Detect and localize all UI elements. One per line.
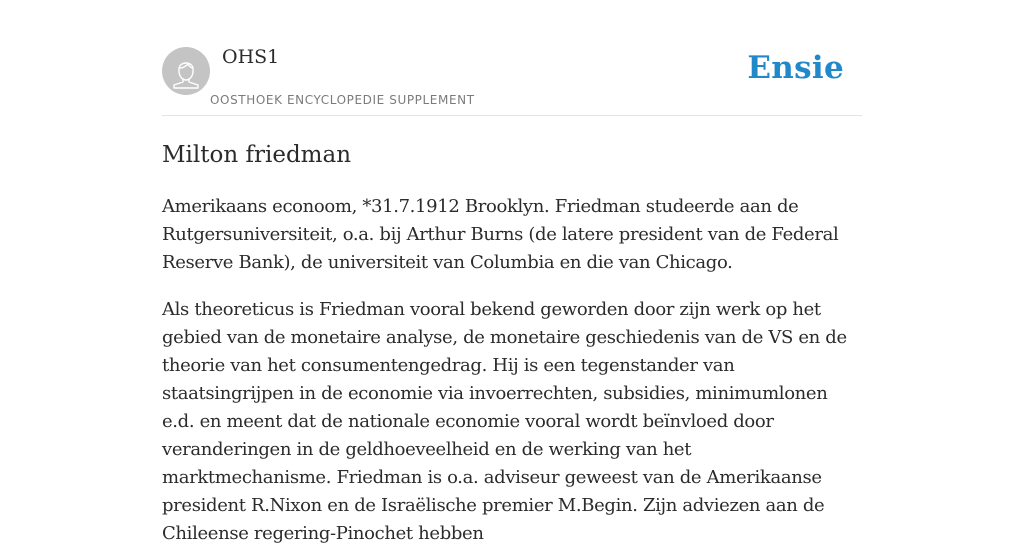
source-avatar[interactable] — [162, 47, 210, 95]
user-icon — [162, 47, 210, 95]
source-code-link[interactable]: OHS1 — [222, 46, 280, 68]
article-body — [162, 193, 862, 548]
brand-logo[interactable]: Ensie — [747, 50, 844, 86]
source-name: OOSTHOEK ENCYCLOPEDIE SUPPLEMENT — [210, 93, 475, 107]
article-paragraph: Als theoreticus is Friedman vooral bekend geworden door zijn werk op het gebied van de monetaire analyse, de monetaire geschiedenis van de VS en de theorie van het consumentengedrag. Hij is een tegenstander van staatsingrijpen in de economie via invoerrechten, subsidies, minimumlonen e.d. en meent dat de nationale economie vooral wordt beïnvloed door veranderingen in de geldhoeveelheid en de werking van het marktmechanisme. Friedman is o.a. adviseur geweest van de Amerikaanse president R.Nixon en de Israëlische premier M.Begin. Zijn adviezen aan de Chileense regering-Pinochet hebben — [162, 299, 847, 544]
article-header — [162, 0, 862, 116]
page-container — [162, 0, 862, 548]
article-paragraph: Amerikaans econoom, *31.7.1912 Brooklyn. Friedman studeerde aan de Rutgersuniversiteit, o.a. bij Arthur Burns (de latere president van de Federal Reserve Bank), de universiteit van Columbia en die van Chicago. — [162, 196, 839, 273]
article-title: Milton friedman — [162, 142, 352, 168]
